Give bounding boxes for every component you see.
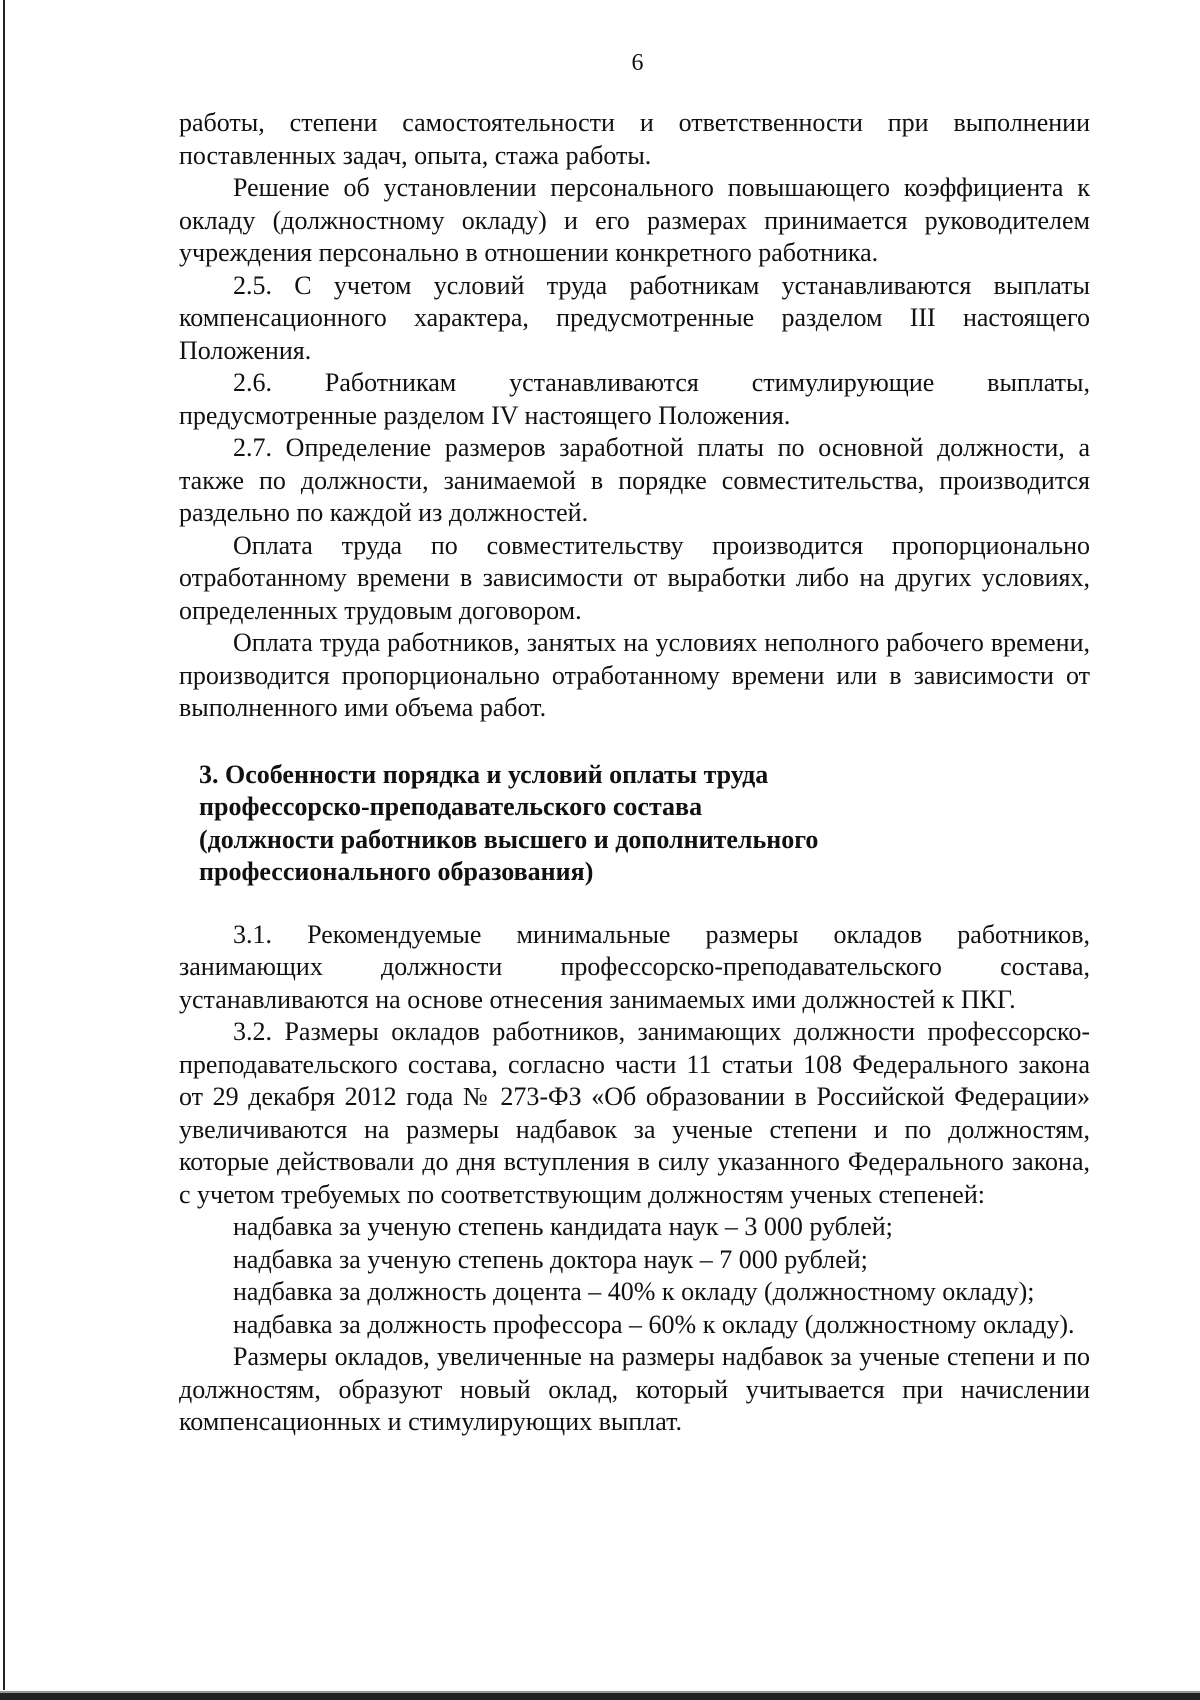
allowance-professor-position: надбавка за должность профессора – 60% к окладу (должностному окладу). — [233, 1309, 1075, 1339]
section-heading-line-1: 3. Особенности порядка и условий оплаты труда — [199, 759, 769, 789]
paragraph-3-1: 3.1. Рекомендуемые минимальные размеры окладов работников, занимающих должности профессорско-преподавательского состава, устанавливаются на основе отнесения занимаемых ими должностей к ПКГ. — [179, 919, 1090, 1014]
paragraph-part-time-pay: Оплата труда по совместительству производится пропорционально отработанному времени в зависимости от выработки либо на других условиях, определенных трудовым договором. — [179, 530, 1090, 625]
paragraph-3-2: 3.2. Размеры окладов работников, занимающих должности профессорско-преподавательского состава, согласно части 11 статьи 108 Федерального закона от 29 декабря 2012 года № 273-ФЗ «Об образовании в Российской Федерации» увеличиваются на размеры надбавок за ученые степени и по должностям, которые действовали до дня вступления в силу указанного Федерального закона, с учетом требуемых по соответствующим должностям ученых степеней: — [179, 1017, 1090, 1209]
document-body — [179, 107, 1090, 1439]
section-heading-line-2: профессорско-преподавательского состава — [199, 792, 703, 821]
paragraph-continuation: работы, степени самостоятельности и ответственности при выполнении поставленных задач, опыта, стажа работы. — [179, 108, 1090, 170]
paragraph-new-salary: Размеры окладов, увеличенные на размеры надбавок за ученые степени и по должностям, образуют новый оклад, который учитывается при начислении компенсационных и стимулирующих выплат. — [179, 1342, 1090, 1436]
scan-left-edge — [3, 0, 5, 1690]
allowance-doctor-degree: надбавка за ученую степень доктора наук – 7 000 рублей; — [233, 1244, 868, 1274]
paragraph-2-6: 2.6. Работникам устанавливаются стимулирующие выплаты, предусмотренные разделом IV настоящего Положения. — [179, 368, 1090, 430]
page-number: 6 — [631, 50, 644, 76]
section-heading-line-4: профессионального образования) — [199, 857, 594, 886]
section-3-heading — [179, 759, 1090, 889]
paragraph-coefficient-decision: Решение об установлении персонального повышающего коэффициента к окладу (должностному окладу) и его размерах принимается руководителем учреждения персонально в отношении конкретного работника. — [179, 173, 1090, 267]
scan-bottom-edge — [0, 1693, 1200, 1700]
paragraph-2-7: 2.7. Определение размеров заработной платы по основной должности, а также по должности, занимаемой в порядке совместительства, производится раздельно по каждой из должностей. — [179, 433, 1090, 527]
paragraph-reduced-hours-pay: Оплата труда работников, занятых на условиях неполного рабочего времени, производится пропорционально отработанному времени или в зависимости от выполненного ими объема работ. — [179, 628, 1090, 722]
allowance-docent-position: надбавка за должность доцента – 40% к окладу (должностному окладу); — [233, 1277, 1035, 1306]
paragraph-2-5: 2.5. С учетом условий труда работникам устанавливаются выплаты компенсационного характера, предусмотренные разделом III настоящего Положения. — [179, 270, 1090, 365]
allowance-candidate-degree: надбавка за ученую степень кандидата наук – 3 000 рублей; — [233, 1212, 893, 1241]
section-heading-line-3: (должности работников высшего и дополнительного — [199, 824, 819, 854]
